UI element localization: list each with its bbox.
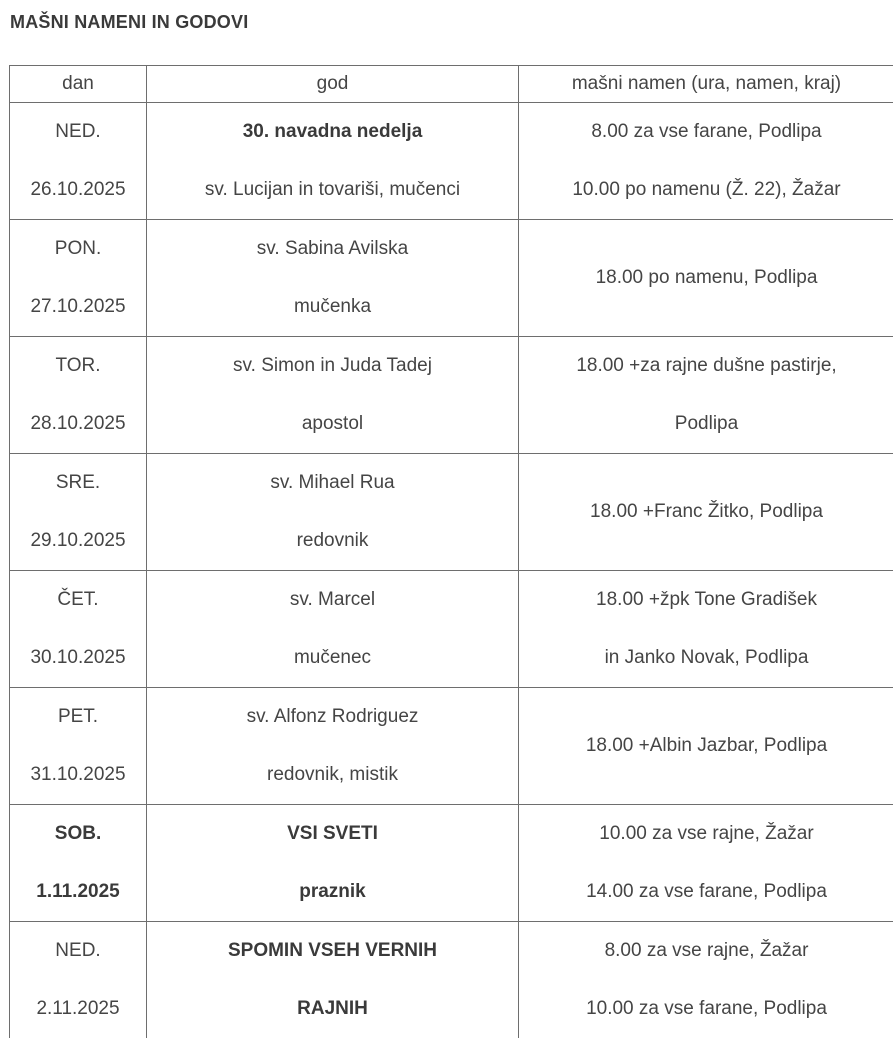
day-name: SOB. [14,805,142,863]
intention-line-2: Podlipa [523,395,890,453]
header-god: god [147,66,519,103]
feast-cell [147,571,519,688]
feast-line-2: sv. Lucijan in tovariši, mučenci [151,161,514,219]
day-name: SRE. [14,454,142,512]
feast-line-2: praznik [151,863,514,921]
intention-line-2: 14.00 za vse farane, Podlipa [523,863,890,921]
day-cell [10,922,147,1038]
intention-line-2: 10.00 za vse farane, Podlipa [523,980,890,1038]
feast-line-1: sv. Mihael Rua [151,454,514,512]
intention-line-1: 8.00 za vse farane, Podlipa [523,103,890,161]
feast-line-2: redovnik, mistik [151,746,514,804]
intention-cell [519,922,893,1038]
header-namen: mašni namen (ura, namen, kraj) [519,66,893,103]
intention-cell [519,103,893,220]
feast-line-1: sv. Sabina Avilska [151,220,514,278]
day-name: NED. [14,103,142,161]
feast-cell [147,454,519,571]
feast-line-2: mučenec [151,629,514,687]
intention-line-1: 18.00 +Albin Jazbar, Podlipa [523,728,890,764]
table-row [10,103,893,220]
day-date: 27.10.2025 [14,278,142,336]
table-row [10,571,893,688]
day-date: 26.10.2025 [14,161,142,219]
feast-line-1: 30. navadna nedelja [151,103,514,161]
feast-cell [147,103,519,220]
feast-cell [147,922,519,1038]
table-row [10,688,893,805]
table-row [10,805,893,922]
header-dan: dan [10,66,147,103]
intention-line-2: in Janko Novak, Podlipa [523,629,890,687]
intention-line-1: 8.00 za vse rajne, Žažar [523,922,890,980]
day-cell [10,688,147,805]
day-name: ČET. [14,571,142,629]
intention-line-1: 10.00 za vse rajne, Žažar [523,805,890,863]
day-cell [10,571,147,688]
intention-cell [519,454,893,571]
day-cell [10,220,147,337]
intention-cell [519,805,893,922]
day-cell [10,103,147,220]
feast-cell [147,688,519,805]
feast-line-1: SPOMIN VSEH VERNIH [151,922,514,980]
feast-cell [147,337,519,454]
table-row [10,922,893,1038]
feast-cell [147,805,519,922]
intention-cell [519,337,893,454]
feast-line-1: sv. Alfonz Rodriguez [151,688,514,746]
table-row [10,220,893,337]
intention-line-1: 18.00 +Franc Žitko, Podlipa [523,494,890,530]
intention-cell [519,220,893,337]
mass-schedule-table [9,65,893,1038]
feast-line-1: sv. Simon in Juda Tadej [151,337,514,395]
intention-cell [519,571,893,688]
day-name: NED. [14,922,142,980]
day-date: 29.10.2025 [14,512,142,570]
feast-line-1: VSI SVETI [151,805,514,863]
feast-line-2: mučenka [151,278,514,336]
table-row [10,337,893,454]
intention-cell [519,688,893,805]
day-date: 30.10.2025 [14,629,142,687]
day-date: 28.10.2025 [14,395,142,453]
day-name: PET. [14,688,142,746]
intention-line-1: 18.00 +žpk Tone Gradišek [523,571,890,629]
feast-line-2: redovnik [151,512,514,570]
day-cell [10,454,147,571]
feast-line-1: sv. Marcel [151,571,514,629]
day-date: 1.11.2025 [14,863,142,921]
day-date: 31.10.2025 [14,746,142,804]
page-title: MAŠNI NAMENI IN GODOVI [10,12,248,33]
day-name: TOR. [14,337,142,395]
feast-cell [147,220,519,337]
table-row [10,454,893,571]
feast-line-2: RAJNIH [151,980,514,1038]
day-cell [10,805,147,922]
day-name: PON. [14,220,142,278]
day-date: 2.11.2025 [14,980,142,1038]
intention-line-1: 18.00 +za rajne dušne pastirje, [523,337,890,395]
intention-line-1: 18.00 po namenu, Podlipa [523,260,890,296]
feast-line-2: apostol [151,395,514,453]
table-header-row [10,66,893,103]
intention-line-2: 10.00 po namenu (Ž. 22), Žažar [523,161,890,219]
day-cell [10,337,147,454]
